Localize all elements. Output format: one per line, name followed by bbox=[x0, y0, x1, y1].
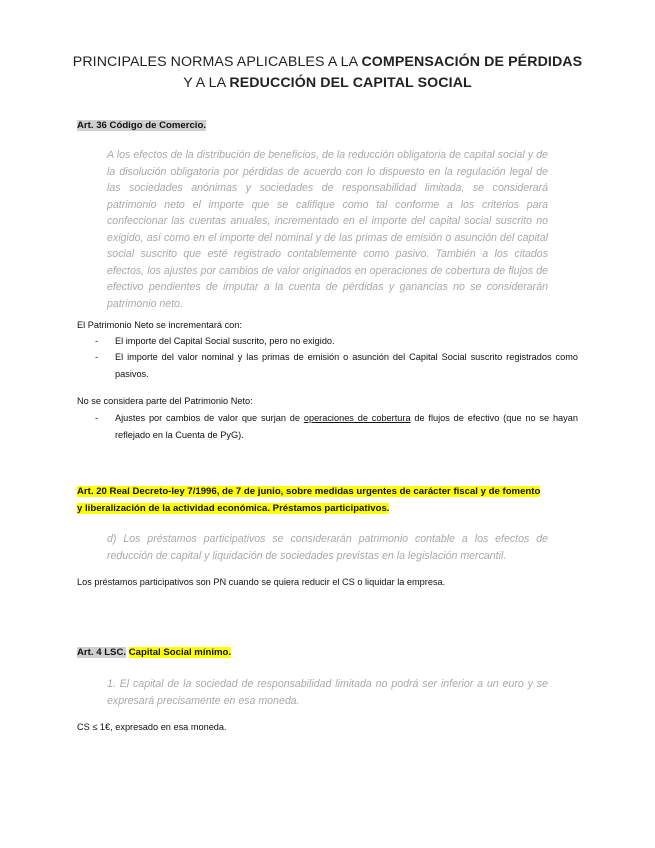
lsc-heading-title: Capital Social mínimo. bbox=[128, 647, 232, 658]
rdl-heading-cont bbox=[77, 501, 389, 517]
rdl-heading bbox=[77, 484, 540, 500]
title-line-1-text: PRINCIPALES NORMAS APLICABLES A LA bbox=[72, 54, 362, 70]
list-item-text bbox=[115, 410, 578, 444]
lsc-heading-art: Art. 4 LSC. bbox=[77, 647, 127, 658]
art36-heading-text: Art. 36 Código de Comercio. bbox=[77, 120, 207, 131]
exclude-intro: No se considera parte del Patrimonio Neto: bbox=[77, 396, 253, 406]
art36-heading bbox=[77, 118, 206, 134]
title-line-1-bold: COMPENSACIÓN DE PÉRDIDAS bbox=[361, 54, 583, 70]
lsc-quote: 1. El capital de la sociedad de responsabilidad limitada no podrá ser inferior a un euro y se expresará precisamente en esa moneda. bbox=[107, 678, 548, 707]
bullet-dash: - bbox=[95, 336, 99, 346]
lsc-heading bbox=[77, 645, 231, 661]
art36-quote: A los efectos de la distribución de beneficios, de la reducción obligatoria de capital social y de la disolución obligatoria por pérdidas de acuerdo con lo dispuesto en la regulación legal de las sociedades anónimas y sociedades de responsabilidad limitada, se considerará patrimonio neto el importe que se califique como tal conforme a los criterios para confeccionar las cuentas anuales, incrementado en el importe del capital social suscrito no exigido, así como en el importe del nominal y de las primas de emisión o asunción del capital social suscrito que esté registrado contablemente como pasivo. También a los citados efectos, los ajustes por cambios de valor originados en operaciones de cobertura de flujos de efectivo pendientes de imputar a la cuenta de pérdidas y ganancias no se considerarán patrimonio neto. bbox=[107, 149, 548, 310]
rdl-quote: d) Los préstamos participativos se considerarán patrimonio contable a los efectos de reducción de capital y liquidación de sociedades previstas en la legislación mercantil. bbox=[107, 533, 548, 562]
title-line-2-text: Y A LA bbox=[183, 75, 230, 91]
list-item bbox=[95, 410, 578, 444]
list-item-text: El importe del Capital Social suscrito, pero no exigido. bbox=[115, 336, 335, 346]
rdl-heading-line-2: y liberalización de la actividad económica. Préstamos participativos. bbox=[77, 503, 390, 514]
list-item bbox=[95, 349, 578, 383]
lsc-note: CS ≤ 1€, expresado en esa moneda. bbox=[77, 722, 227, 732]
list-item bbox=[95, 333, 578, 350]
exclude-text-post: de flujos de efectivo (que no se hayan reflejado en la Cuenta de PyG). bbox=[115, 413, 578, 440]
title-line-1 bbox=[40, 52, 615, 73]
bullet-dash: - bbox=[95, 352, 99, 362]
exclude-text-underlined: operaciones de cobertura bbox=[303, 413, 411, 423]
title-line-2-bold: REDUCCIÓN DEL CAPITAL SOCIAL bbox=[229, 75, 472, 91]
exclude-text-pre: Ajustes por cambios de valor que surjan de bbox=[115, 413, 304, 423]
document-title bbox=[40, 52, 615, 94]
rdl-heading-line-1: Art. 20 Real Decreto-ley 7/1996, de 7 de junio, sobre medidas urgentes de carácter fiscal y de fomento bbox=[77, 486, 541, 497]
bullet-dash: - bbox=[95, 413, 99, 423]
list-item-text: El importe del valor nominal y las primas de emisión o asunción del Capital Social suscrito registrados como pasivos. bbox=[115, 352, 578, 379]
rdl-note: Los préstamos participativos son PN cuando se quiera reducir el CS o liquidar la empresa. bbox=[77, 577, 446, 587]
title-line-2 bbox=[40, 73, 615, 94]
increase-intro: El Patrimonio Neto se incrementará con: bbox=[77, 320, 242, 330]
